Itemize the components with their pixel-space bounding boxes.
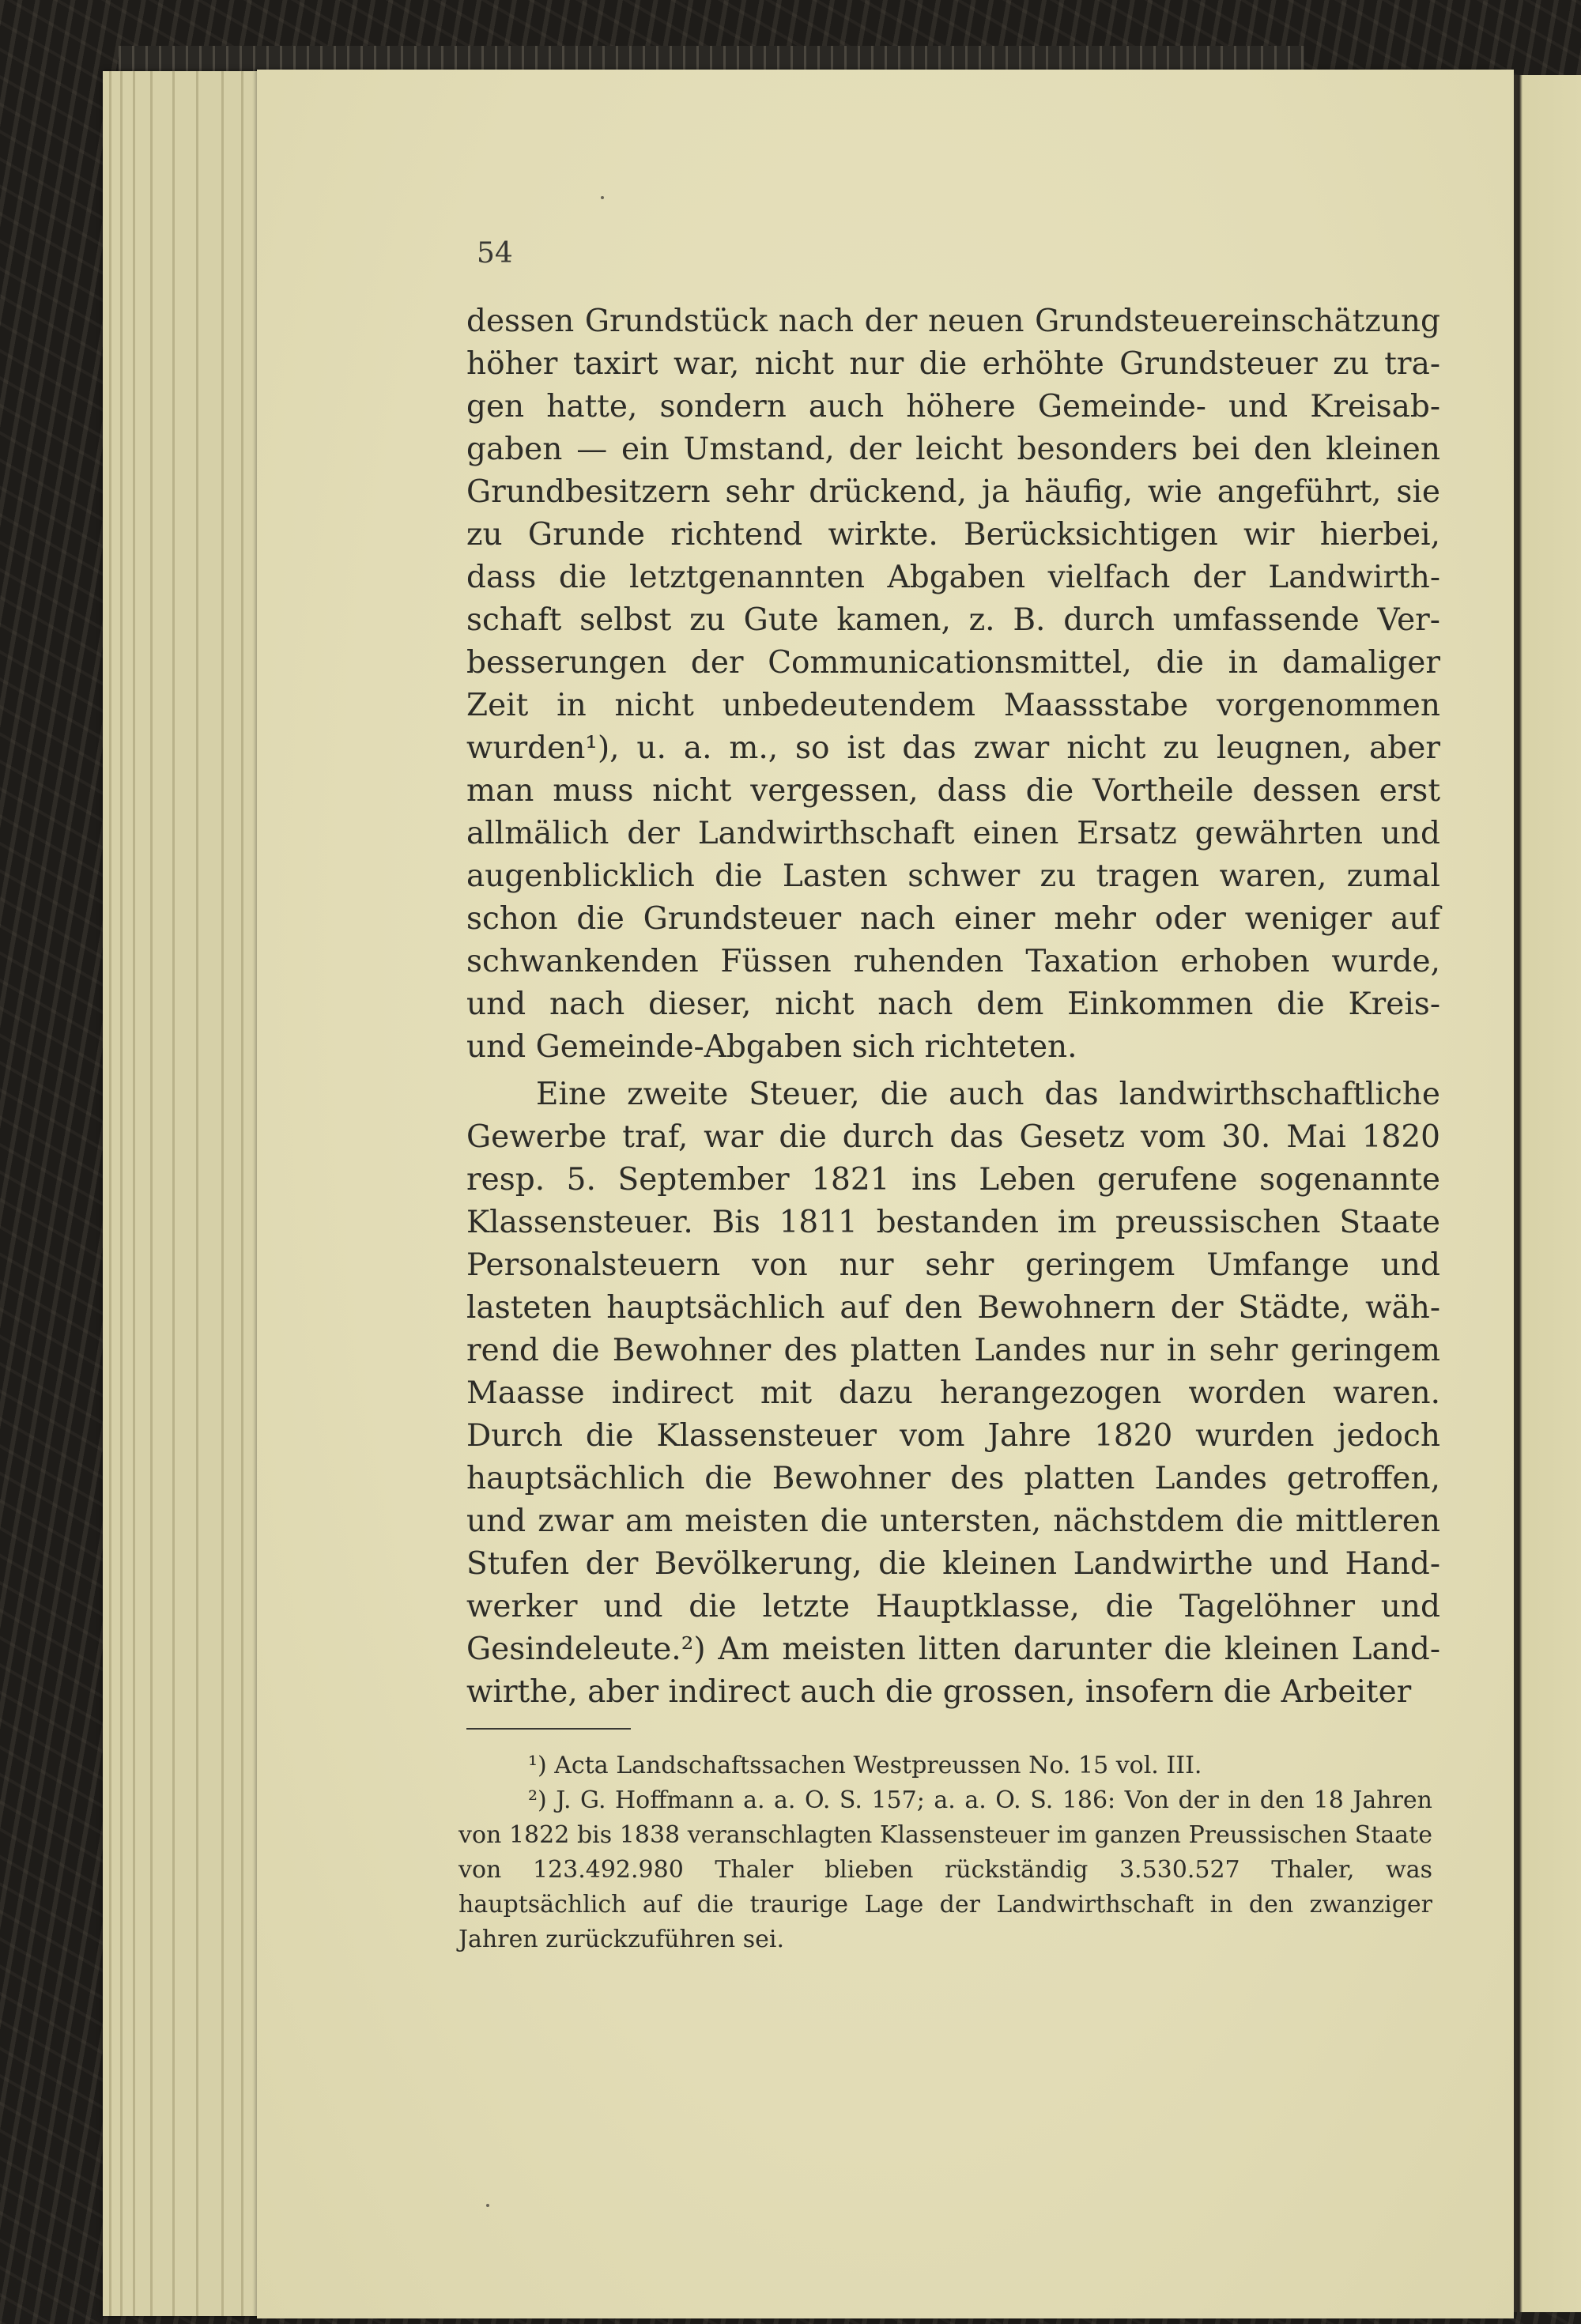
- page-edge: [120, 71, 123, 2316]
- text-line: resp. 5. September 1821 ins Leben gerufene sogenannte: [466, 1162, 1440, 1198]
- text-line: schwankenden Füssen ruhenden Taxation erhoben wurde,: [466, 944, 1440, 979]
- text-line: Stufen der Bevölkerung, die kleinen Landwirthe und Hand-: [466, 1546, 1440, 1582]
- text-line: hauptsächlich die Bewohner des platten Landes getroffen,: [466, 1461, 1440, 1496]
- text-line: lasteten hauptsächlich auf den Bewohnern der Städte, wäh-: [466, 1290, 1440, 1326]
- page-edge: [133, 71, 135, 2316]
- page-edge: [150, 71, 153, 2316]
- text-line: zu Grunde richtend wirkte. Berücksichtigen wir hierbei,: [466, 517, 1440, 553]
- text-line: schaft selbst zu Gute kamen, z. B. durch umfassende Ver-: [466, 602, 1440, 638]
- text-line: und zwar am meisten die untersten, nächstdem die mittleren: [466, 1503, 1440, 1539]
- footnote: ²) J. G. Hoffmann a. a. O. S. 157; a. a. O. S. 186: Von der in den 18 Jahren von 1822 bis 1838 veranschlagten Klassensteuer im ganzen Preussischen Staate von 123.492.980 Thaler blieben rückständig 3.530.527 Thaler, was hauptsächlich auf die traurige Lage der Landwirthschaft in den zwanziger Jahren zurückzuführen sei.: [458, 1786, 1432, 1953]
- facing-page-edge: [1511, 75, 1581, 2312]
- text-line: gaben — ein Umstand, der leicht besonders bei den kleinen: [466, 432, 1440, 467]
- text-line: Gewerbe traf, war die durch das Gesetz vom 30. Mai 1820: [466, 1119, 1440, 1155]
- text-line: höher taxirt war, nicht nur die erhöhte Grundsteuer zu tra-: [466, 346, 1440, 382]
- footnote: ¹) Acta Landschaftssachen Westpreussen No. 15 vol. III.: [528, 1752, 1202, 1779]
- text-line: Gesindeleute.²) Am meisten litten darunter die kleinen Land-: [466, 1632, 1440, 1667]
- text-line: augenblicklich die Lasten schwer zu tragen waren, zumal: [466, 858, 1440, 894]
- text-line: Eine zweite Steuer, die auch das landwirthschaftliche: [536, 1077, 1440, 1112]
- text-line: werker und die letzte Hauptklasse, die Tagelöhner und: [466, 1589, 1440, 1624]
- text-line: man muss nicht vergessen, dass die Vortheile dessen erst: [466, 773, 1440, 809]
- text-line: wurden¹), u. a. m., so ist das zwar nicht zu leugnen, aber: [466, 730, 1440, 766]
- page-edge: [196, 71, 198, 2316]
- paper-speck: [601, 196, 604, 199]
- text-line: und nach dieser, nicht nach dem Einkommen die Kreis-: [466, 987, 1440, 1022]
- page-edge: [221, 71, 224, 2316]
- text-line: Klassensteuer. Bis 1811 bestanden im preussischen Staate: [466, 1205, 1440, 1240]
- text-line: Maasse indirect mit dazu herangezogen worden waren.: [466, 1375, 1440, 1411]
- text-line: gen hatte, sondern auch höhere Gemeinde- und Kreisab-: [466, 389, 1440, 424]
- footnotes: [458, 1749, 1432, 1957]
- body-text: [466, 300, 1440, 1714]
- footnote-divider: [466, 1728, 631, 1730]
- text-line: Personalsteuern von nur sehr geringem Umfange und: [466, 1247, 1440, 1283]
- page-edge: [241, 71, 243, 2316]
- text-line: und Gemeinde-Abgaben sich richteten.: [466, 1029, 1077, 1065]
- text-line: dessen Grundstück nach der neuen Grundsteuereinschätzung: [466, 304, 1440, 339]
- text-line: Grundbesitzern sehr drückend, ja häufig, wie angeführt, sie: [466, 474, 1440, 510]
- text-line: besserungen der Communicationsmittel, die in damaliger: [466, 645, 1440, 681]
- page-number: 54: [477, 237, 513, 270]
- text-line: wirthe, aber indirect auch die grossen, insofern die Arbeiter: [466, 1674, 1412, 1710]
- text-line: Durch die Klassensteuer vom Jahre 1820 wurden jedoch: [466, 1418, 1440, 1454]
- text-line: dass die letztgenannten Abgaben vielfach der Landwirth-: [466, 560, 1440, 595]
- page-edge: [172, 71, 175, 2316]
- paper-speck: [486, 2204, 489, 2207]
- page-edge: [109, 71, 111, 2316]
- text-line: schon die Grundsteuer nach einer mehr oder weniger auf: [466, 901, 1440, 937]
- text-line: allmälich der Landwirthschaft einen Ersatz gewährten und: [466, 816, 1440, 851]
- text-line: Zeit in nicht unbedeutendem Maassstabe vorgenommen: [466, 688, 1440, 723]
- text-line: rend die Bewohner des platten Landes nur in sehr geringem: [466, 1333, 1440, 1368]
